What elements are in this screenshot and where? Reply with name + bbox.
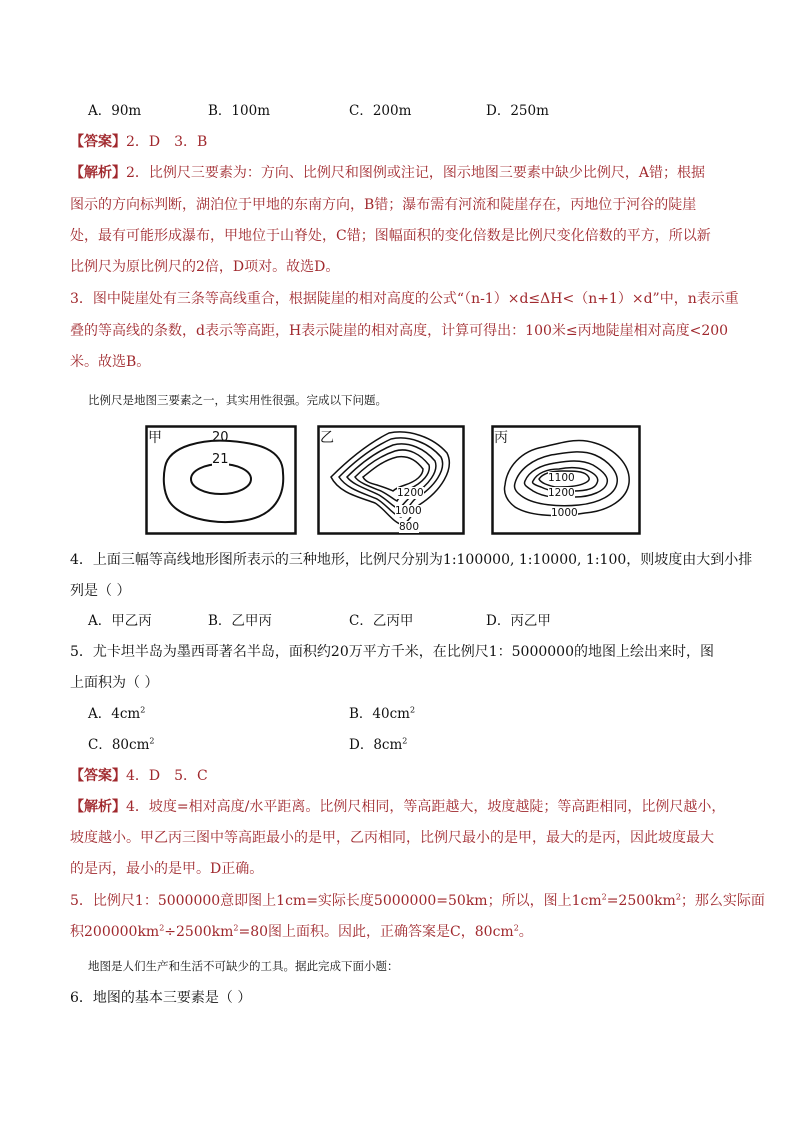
option-b: B．乙甲丙 xyxy=(208,613,272,629)
contour-map-bing xyxy=(491,425,641,535)
analysis-line: 比例尺为原比例尺的2倍，D项对。故选D。 xyxy=(70,259,340,275)
analysis-line: 5．比例尺1：5000000意即图上1cm=实际长度5000000=50km；所以，图上$1cm^2=2500km^2$；那么实际面 xyxy=(70,892,765,909)
contour-label: 800 xyxy=(399,521,420,533)
contour-label: 1100 xyxy=(548,472,575,484)
analysis-line: 米。故选B。 xyxy=(70,354,151,370)
analysis-line: 图示的方向标判断，湖泊位于甲地的东南方向，B错；瀑布需有河流和陡崖存在，丙地位于河谷的陡崖 xyxy=(70,197,697,213)
figure-label: 甲 xyxy=(148,430,162,446)
analysis-line: 3．图中陡崖处有三条等高线重合，根据陡崖的相对高度的公式“（n-1）×d≤ΔH<（n+1）×d”中，n表示重 xyxy=(70,291,739,307)
analysis-line: 叠的等高线的条数，d表示等高距，H表示陡崖的相对高度，计算可得出：100米≤丙地陡崖相对高度<200 xyxy=(70,323,729,339)
analysis-line: 积$200000km^2\div 2500km^2=80$图上面积。因此，正确答案是C，$80cm^2$。 xyxy=(70,923,533,940)
contour-map-yi xyxy=(317,425,465,535)
figure-label: 乙 xyxy=(320,430,334,446)
contour-label: 20 xyxy=(212,430,229,445)
option-d: D．丙乙甲 xyxy=(486,613,551,629)
question-5-line: 5．尤卡坦半岛为墨西哥著名半岛，面积约20万平方千米，在比例尺1：5000000的地图上绘出来时，图 xyxy=(70,644,714,660)
section-intro: 地图是人们生产和生活不可缺少的工具。据此完成下面小题： xyxy=(88,959,399,973)
question-5-line: 上面积为（ ） xyxy=(70,675,159,691)
analysis-line xyxy=(70,797,725,817)
answer-tag: 【答案】 xyxy=(70,768,126,784)
analysis-line: 坡度越小。甲乙丙三图中等高距最小的是甲，乙丙相同，比例尺最小的是甲，最大的是丙，因此坡度最大 xyxy=(70,830,714,846)
option-c: C．200m xyxy=(349,103,412,119)
option-d: D．$8cm^2$ xyxy=(349,736,408,753)
option-c: C．乙丙甲 xyxy=(349,613,414,629)
answer-text: 2．D 3．B xyxy=(126,134,208,150)
analysis-line: 的是丙，最小的是甲。D正确。 xyxy=(70,861,264,877)
answer-text: 4．D 5．C xyxy=(126,768,208,784)
contour-label: 1000 xyxy=(551,507,578,519)
contour-map-jia xyxy=(145,425,297,535)
analysis-text: 2．比例尺三要素为：方向、比例尺和图例或注记，图示地图三要素中缺少比例尺，A错；根据 xyxy=(126,165,706,181)
answer-block-1 xyxy=(70,132,207,152)
option-a: A．90m xyxy=(88,103,142,119)
figure-label: 丙 xyxy=(494,430,508,446)
contour-label: 21 xyxy=(212,452,229,467)
answer-tag: 【答案】 xyxy=(70,134,126,150)
question-6-line: 6．地图的基本三要素是（ ） xyxy=(70,990,252,1006)
analysis-line xyxy=(70,163,705,183)
contour-label: 1200 xyxy=(397,487,424,499)
option-a: A．甲乙丙 xyxy=(88,613,152,629)
question-4-line: 列是（ ） xyxy=(70,583,131,599)
option-c: C．$80cm^2$ xyxy=(88,736,155,753)
option-a: A．$4cm^2$ xyxy=(88,705,146,722)
option-b: B．100m xyxy=(208,103,270,119)
contour-label: 1200 xyxy=(548,487,575,499)
option-d: D．250m xyxy=(486,103,549,119)
analysis-tag: 【解析】 xyxy=(70,165,126,181)
question-4-line: 4．上面三幅等高线地形图所表示的三种地形，比例尺分别为1:100000, 1:10000, 1:100，则坡度由大到小排 xyxy=(70,552,753,568)
section-intro: 比例尺是地图三要素之一，其实用性很强。完成以下问题。 xyxy=(88,393,387,407)
contour-label: 1000 xyxy=(395,505,422,517)
option-b: B．$40cm^2$ xyxy=(349,705,416,722)
analysis-text: 4．坡度=相对高度/水平距离。比例尺相同，等高距越大，坡度越陡；等高距相同，比例尺越小， xyxy=(126,799,726,815)
analysis-line: 处，最有可能形成瀑布，甲地位于山脊处，C错；图幅面积的变化倍数是比例尺变化倍数的平方，所以新 xyxy=(70,228,711,244)
answer-block-2 xyxy=(70,766,208,786)
analysis-tag: 【解析】 xyxy=(70,799,126,815)
